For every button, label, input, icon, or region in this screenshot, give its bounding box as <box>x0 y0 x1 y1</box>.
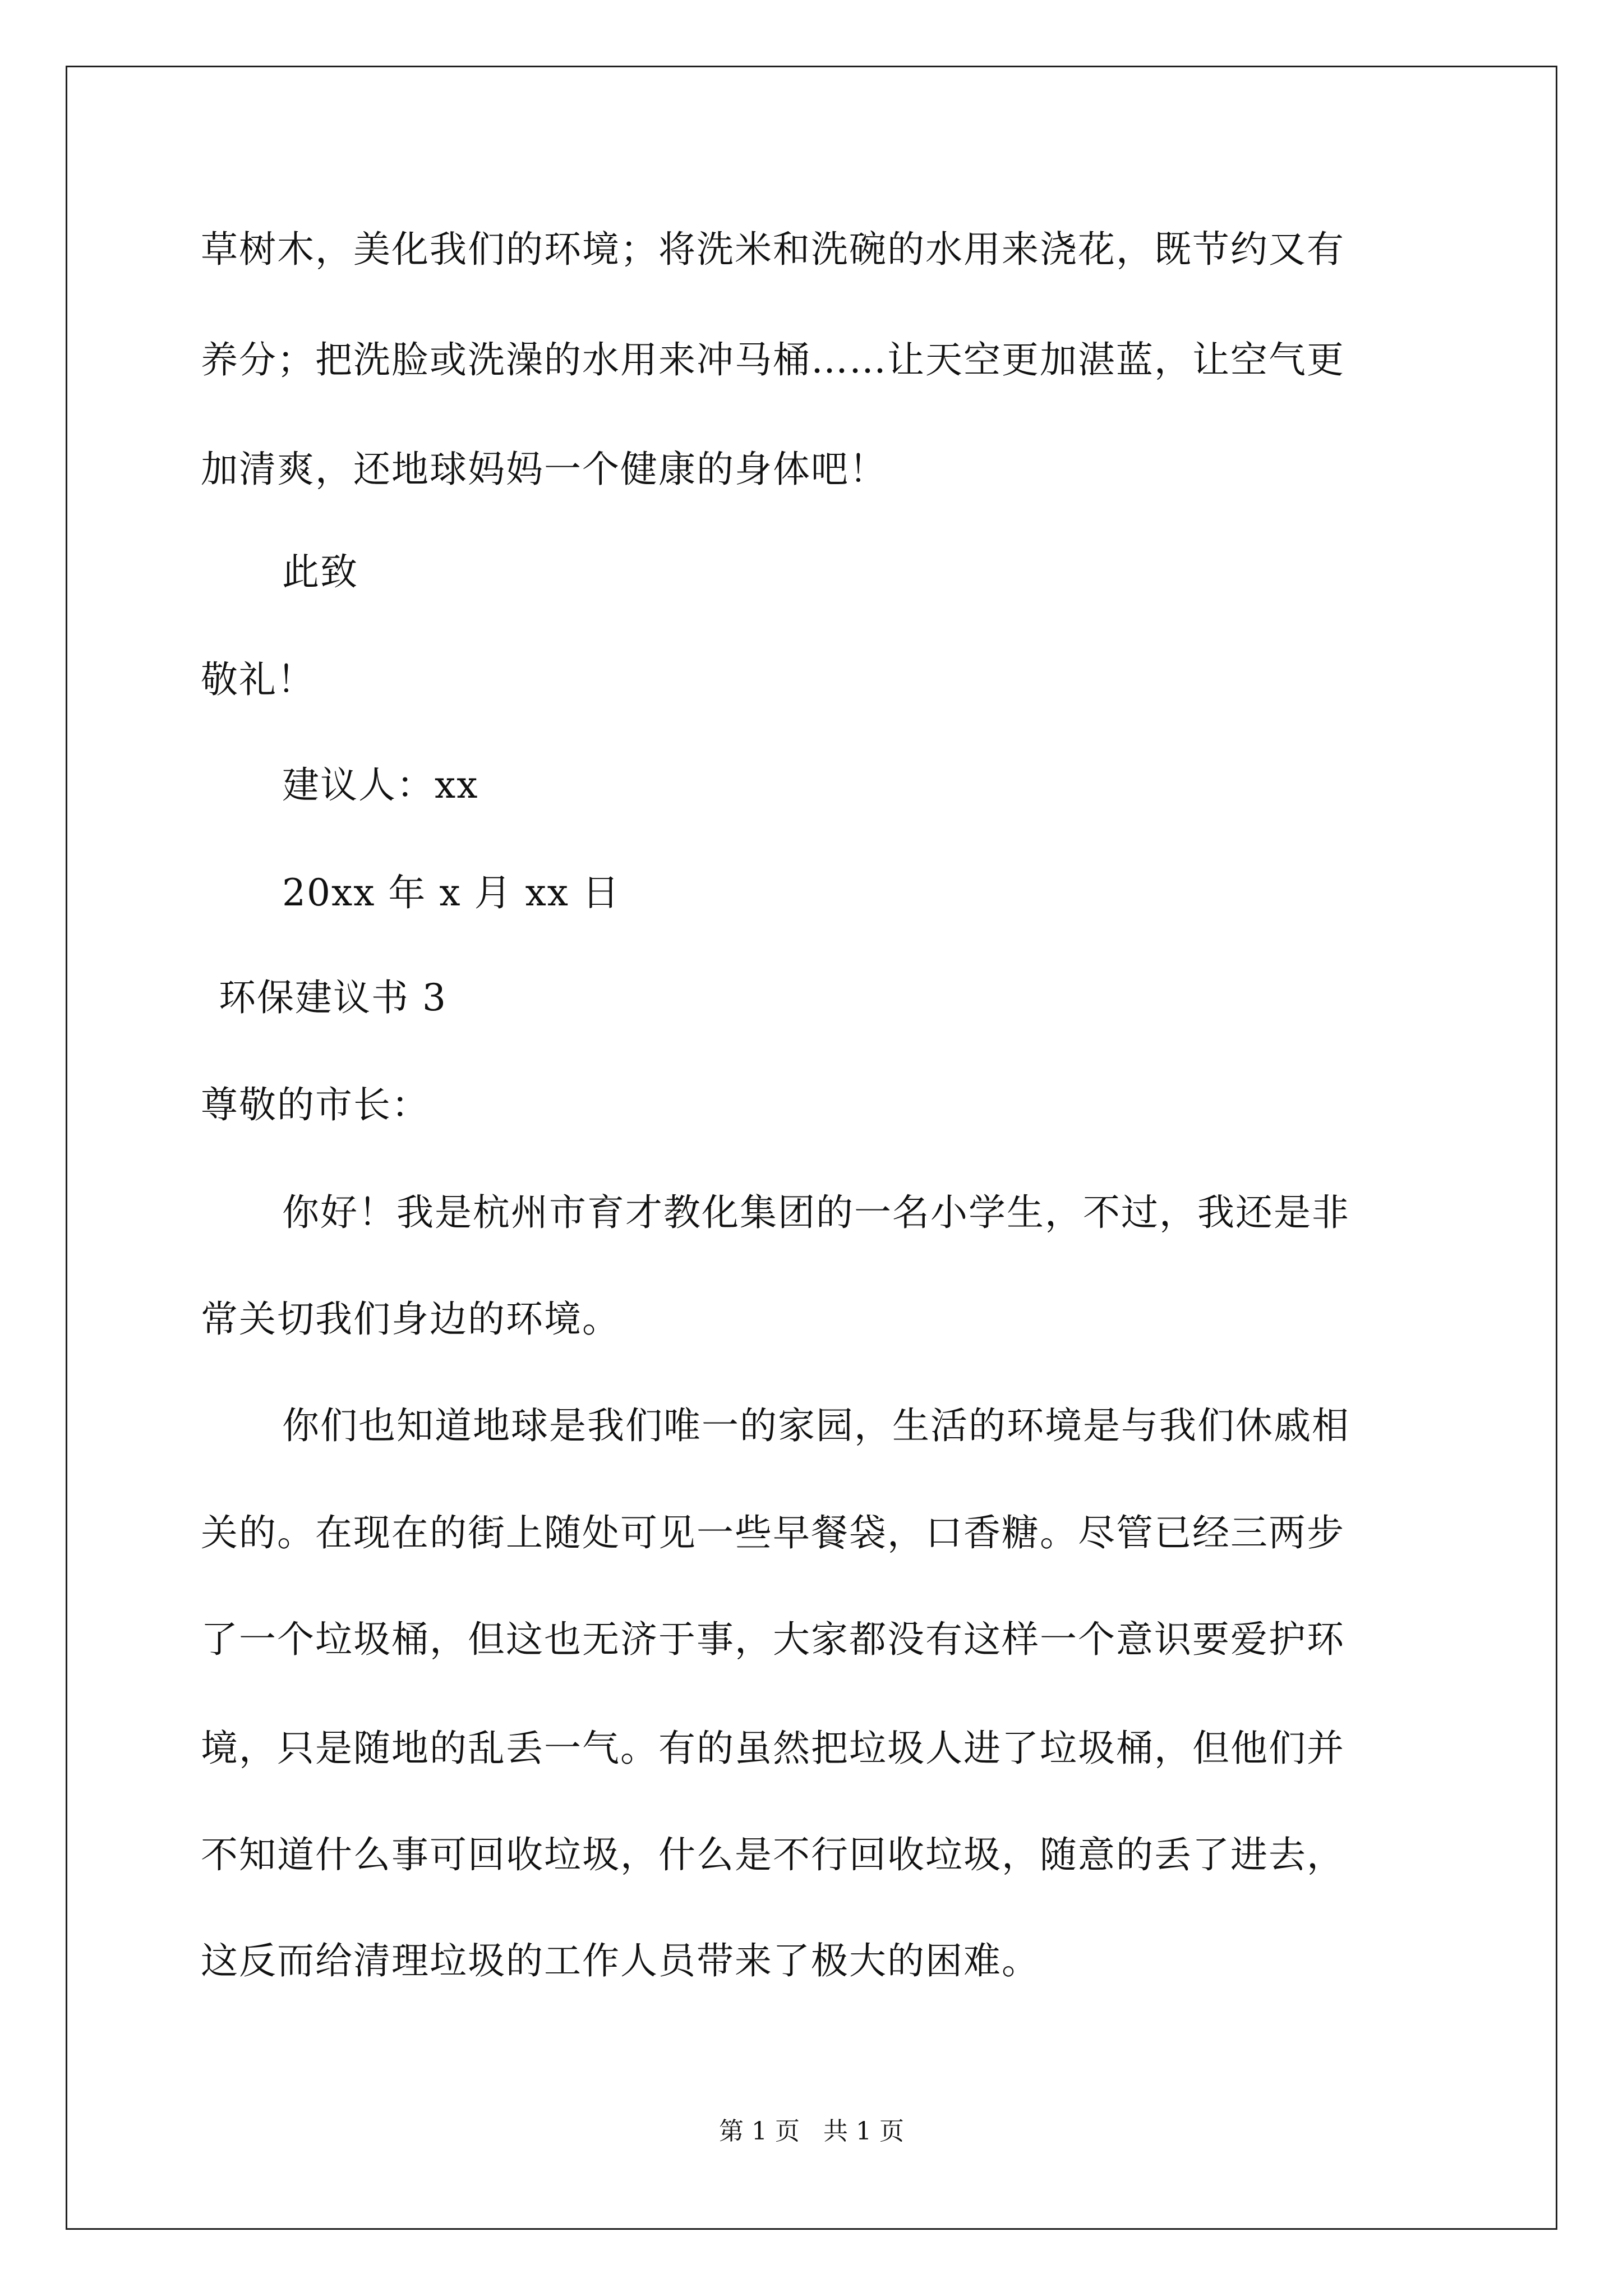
body-line: 你好！我是杭州市育才教化集团的一名小学生，不过，我还是非 <box>282 1191 1350 1234</box>
page-border <box>66 66 1557 2230</box>
body-line: 草树木，美化我们的环境；将洗米和洗碗的水用来浇花，既节约又有 <box>201 228 1345 271</box>
body-line: 加清爽，还地球妈妈一个健康的身体吧！ <box>201 448 887 491</box>
salutation-closing: 此致 <box>282 550 358 593</box>
greeting-line: 尊敬的市长： <box>201 1083 430 1126</box>
body-line: 了一个垃圾桶，但这也无济于事，大家都没有这样一个意识要爱护环 <box>201 1618 1345 1661</box>
signer-line: 建议人：xx <box>282 763 479 807</box>
body-line: 不知道什么事可回收垃圾，什么是不行回收垃圾，随意的丢了进去， <box>201 1833 1345 1876</box>
body-line: 常关切我们身边的环境。 <box>201 1297 620 1341</box>
page-footer: 第 1 页 共 1 页 <box>719 2117 904 2146</box>
body-line: 养分；把洗脸或洗澡的水用来冲马桶……让天空更加湛蓝，让空气更 <box>201 338 1345 381</box>
body-line: 境，只是随地的乱丢一气。有的虽然把垃圾人进了垃圾桶，但他们并 <box>201 1727 1345 1770</box>
body-line: 你们也知道地球是我们唯一的家园，生活的环境是与我们休戚相 <box>282 1404 1350 1447</box>
body-line: 这反而给清理垃圾的工作人员带来了极大的困难。 <box>201 1939 1040 1982</box>
regards-line: 敬礼！ <box>201 658 315 701</box>
body-line: 关的。在现在的街上随处可见一些早餐袋，口香糖。尽管已经三两步 <box>201 1511 1345 1554</box>
section-heading: 环保建议书 3 <box>219 976 447 1019</box>
date-line: 20xx 年 x 月 xx 日 <box>282 871 620 914</box>
